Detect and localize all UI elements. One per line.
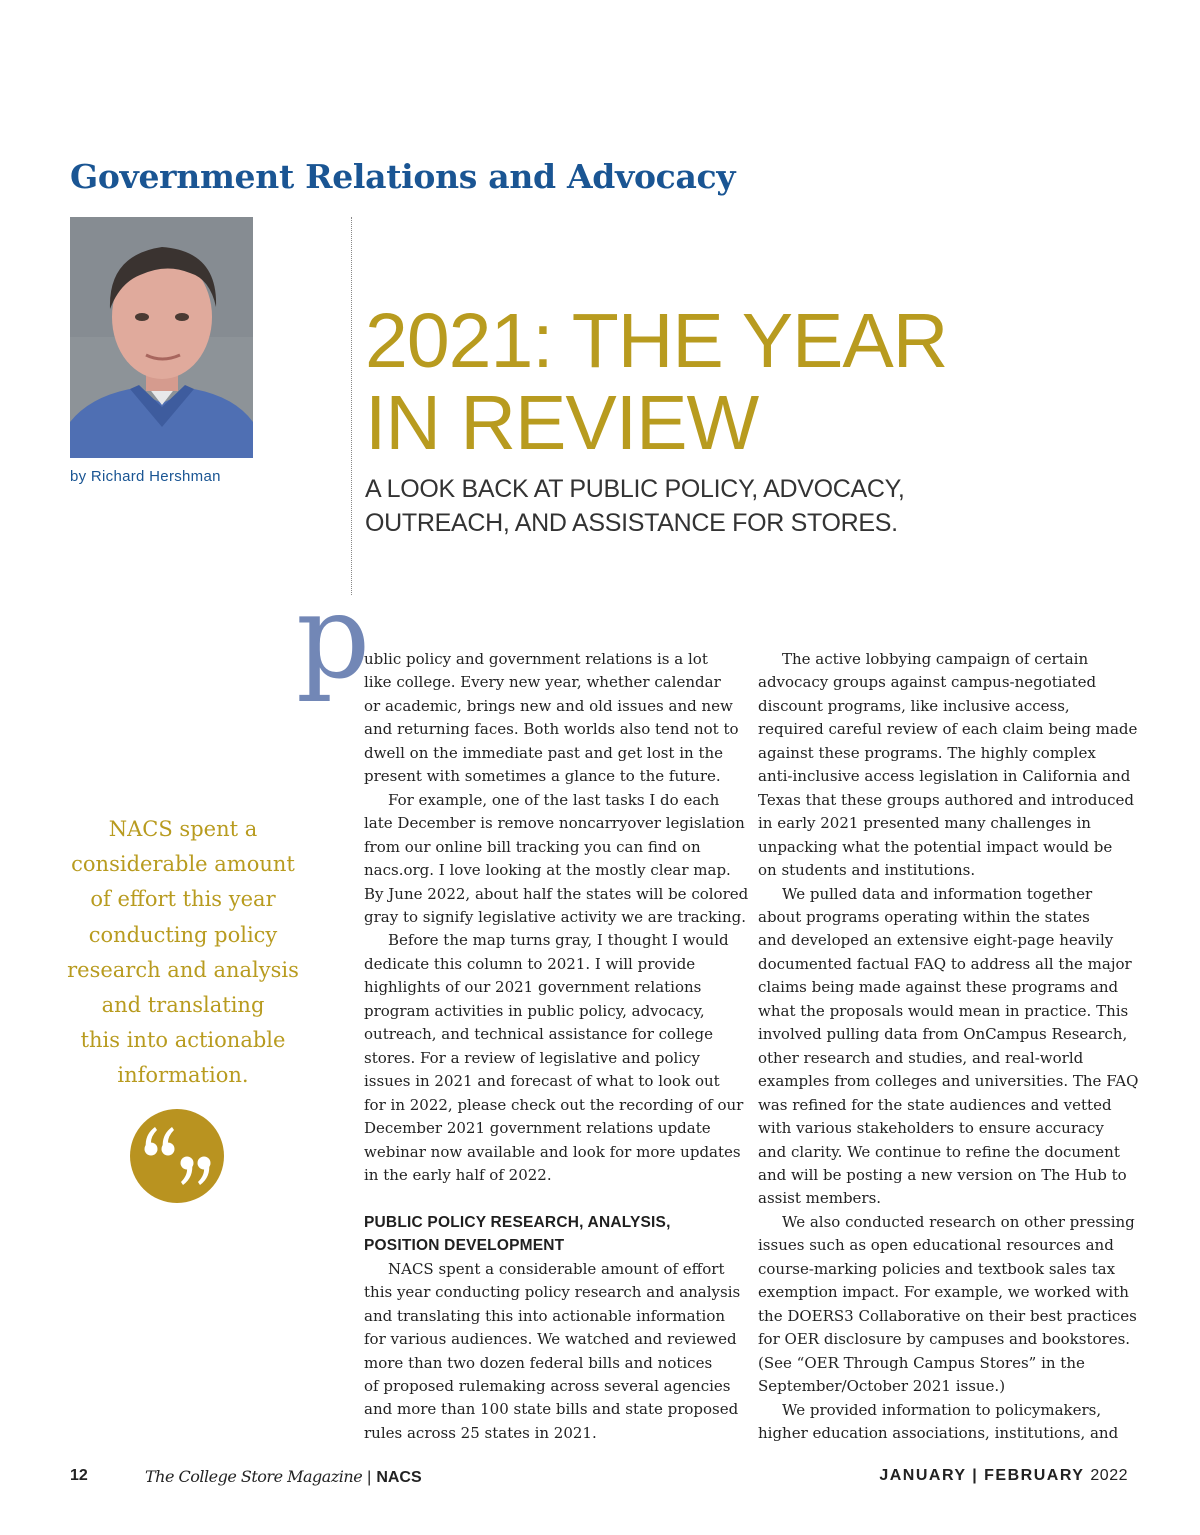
body-line: rules across 25 states in 2021. — [364, 1423, 597, 1442]
body-line: highlights of our 2021 government relations — [364, 978, 702, 997]
body-line: examples from colleges and universities. The FAQ — [758, 1072, 1139, 1091]
author-photo — [70, 217, 253, 458]
headline-line-1: 2021: THE YEAR — [365, 298, 948, 384]
body-line: gray to signify legislative activity we are tracking. — [364, 907, 747, 926]
issue-date — [879, 1467, 1128, 1485]
pull-quote-line: conducting policy — [88, 922, 278, 947]
body-line: nacs.org. I love looking at the mostly clear map. — [364, 861, 731, 880]
publication-name — [145, 1467, 422, 1487]
body-line: discount programs, like inclusive access, — [758, 696, 1070, 715]
body-line: other research and studies, and real-world — [758, 1048, 1084, 1067]
pull-quote-line: information. — [117, 1063, 249, 1088]
body-line: NACS spent a considerable amount of effort — [388, 1259, 725, 1278]
body-line: against these programs. The highly complex — [758, 743, 1096, 762]
body-line: claims being made against these programs and — [758, 978, 1119, 997]
body-line: required careful review of each claim being made — [758, 720, 1138, 739]
pull-quote-line: NACS spent a — [108, 817, 258, 841]
body-line: (See “OER Through Campus Stores” in the — [758, 1353, 1085, 1372]
body-line: with various stakeholders to ensure accuracy — [758, 1119, 1104, 1138]
subhead-line: PUBLIC POLICY RESEARCH, ANALYSIS, — [364, 1213, 671, 1231]
body-line: stores. For a review of legislative and policy — [364, 1048, 700, 1067]
body-line: We provided information to policymakers, — [782, 1400, 1102, 1419]
body-line: exemption impact. For example, we worked with — [758, 1283, 1129, 1302]
body-line: the DOERS3 Collaborative on their best practices — [758, 1306, 1137, 1325]
footer-separator: | — [367, 1469, 372, 1486]
body-line: unpacking what the potential impact would be — [758, 837, 1113, 856]
body-line: and will be posting a new version on The Hub to — [758, 1165, 1127, 1184]
body-line: and developed an extensive eight-page heavily — [758, 931, 1114, 950]
body-line: in the early half of 2022. — [364, 1165, 552, 1184]
body-line: assist members. — [758, 1189, 882, 1208]
body-line: present with sometimes a glance to the future. — [364, 767, 721, 786]
page-number: 12 — [70, 1467, 88, 1484]
paragraph-gap — [364, 1187, 744, 1210]
drop-cap: p — [296, 570, 371, 705]
author-byline: by Richard Hershman — [70, 468, 221, 485]
body-line: more than two dozen federal bills and notices — [364, 1353, 713, 1372]
body-line: course-marking policies and textbook sales tax — [758, 1259, 1116, 1278]
body-line: outreach, and technical assistance for college — [364, 1025, 714, 1044]
issue-months: JANUARY | FEBRUARY — [879, 1467, 1085, 1484]
magazine-title: The College Store Magazine — [145, 1467, 363, 1486]
body-line: late December is remove noncarryover legislation — [364, 814, 745, 833]
section-title: Government Relations and Advocacy — [70, 157, 736, 196]
body-line: anti-inclusive access legislation in California and — [758, 767, 1131, 786]
body-line: and more than 100 state bills and state proposed — [364, 1400, 739, 1419]
pull-quote — [58, 812, 308, 1094]
body-line: issues such as open educational resources and — [758, 1236, 1114, 1255]
body-line: For example, one of the last tasks I do each — [388, 790, 720, 809]
headline-line-2: IN REVIEW — [365, 380, 759, 466]
body-line: program activities in public policy, advocacy, — [364, 1001, 705, 1020]
body-line: We pulled data and information together — [782, 884, 1093, 903]
body-line: dwell on the immediate past and get lost in the — [364, 743, 724, 762]
body-line: We also conducted research on other pressing — [782, 1212, 1135, 1231]
body-line: was refined for the state audiences and vetted — [758, 1095, 1112, 1114]
body-line: advocacy groups against campus-negotiated — [758, 673, 1097, 692]
body-line: from our online bill tracking you can find on — [364, 837, 701, 856]
body-line: in early 2021 presented many challenges in — [758, 814, 1091, 833]
body-line: involved pulling data from OnCampus Research, — [758, 1025, 1128, 1044]
org-name: NACS — [376, 1469, 422, 1486]
body-line: Before the map turns gray, I thought I would — [388, 931, 729, 950]
body-line: and translating this into actionable information — [364, 1306, 726, 1325]
deck-line-1: A LOOK BACK AT PUBLIC POLICY, ADVOCACY, — [365, 475, 905, 503]
body-line: documented factual FAQ to address all the major — [758, 954, 1132, 973]
article-deck — [365, 472, 904, 540]
body-line: like college. Every new year, whether calendar — [364, 673, 721, 692]
quote-marks-icon — [130, 1109, 224, 1203]
body-line: dedicate this column to 2021. I will provide — [364, 954, 696, 973]
body-line: for in 2022, please check out the recording of our — [364, 1095, 744, 1114]
article-headline — [365, 300, 947, 464]
pull-quote-line: of effort this year — [90, 887, 276, 912]
body-line: December 2021 government relations update — [364, 1119, 711, 1138]
pull-quote-line: and translating — [101, 993, 265, 1018]
body-line: on students and institutions. — [758, 861, 976, 880]
body-line: what the proposals would mean in practice. This — [758, 1001, 1129, 1020]
body-line: or academic, brings new and old issues and new — [364, 696, 733, 715]
body-line: ublic policy and government relations is a lot — [364, 650, 708, 668]
deck-line-2: OUTREACH, AND ASSISTANCE FOR STORES. — [365, 509, 898, 537]
body-line: about programs operating within the states — [758, 907, 1090, 926]
pull-quote-line: considerable amount — [71, 852, 295, 877]
body-column-1 — [364, 648, 749, 1445]
body-line: this year conducting policy research and analysis — [364, 1283, 741, 1302]
issue-year: 2022 — [1090, 1467, 1128, 1484]
pull-quote-line: research and analysis — [67, 957, 299, 982]
body-line: issues in 2021 and forecast of what to look out — [364, 1072, 720, 1091]
pull-quote-line: this into actionable — [80, 1028, 286, 1053]
body-line: of proposed rulemaking across several agencies — [364, 1377, 731, 1396]
body-line: Texas that these groups authored and introduced — [758, 790, 1134, 809]
body-line: and returning faces. Both worlds also tend not to — [364, 720, 739, 739]
body-line: September/October 2021 issue.) — [758, 1377, 1006, 1396]
body-line: for various audiences. We watched and reviewed — [364, 1330, 737, 1349]
vertical-divider — [351, 217, 352, 595]
subhead-line: POSITION DEVELOPMENT — [364, 1237, 565, 1255]
body-line: The active lobbying campaign of certain — [782, 650, 1089, 668]
body-line: higher education associations, institutions, and — [758, 1423, 1119, 1442]
body-line: webinar now available and look for more updates — [364, 1142, 741, 1161]
body-line: for OER disclosure by campuses and bookstores. — [758, 1330, 1131, 1349]
body-line: and clarity. We continue to refine the document — [758, 1142, 1120, 1161]
body-column-2 — [758, 648, 1143, 1445]
body-line: By June 2022, about half the states will be colored — [364, 884, 749, 903]
